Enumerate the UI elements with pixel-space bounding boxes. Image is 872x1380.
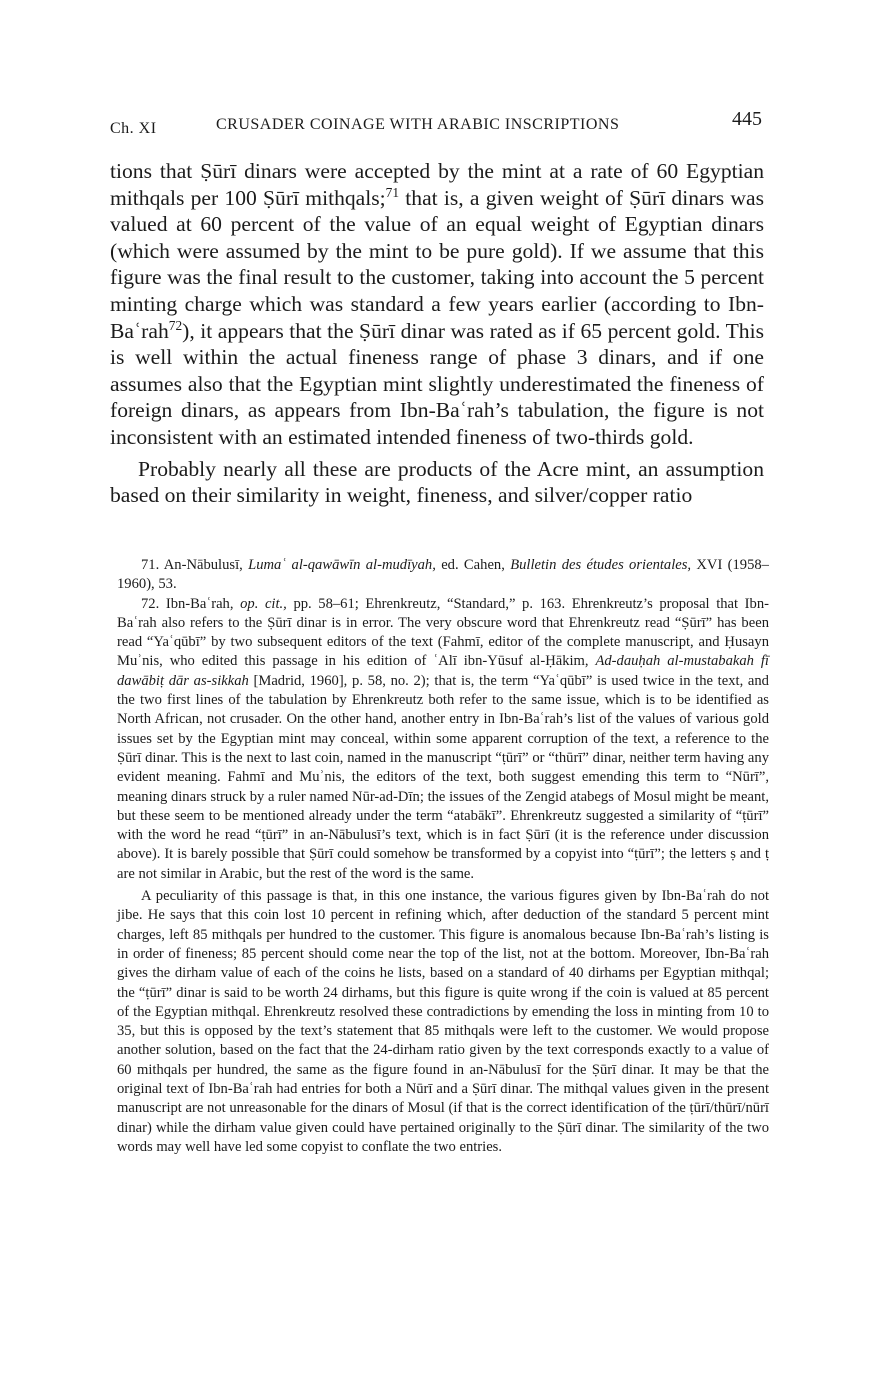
page-number: 445: [732, 108, 762, 130]
footnote-72: [117, 595, 769, 884]
footnote-71-text-c: XVI (1958–1960), 53.: [117, 557, 769, 593]
main-text: [110, 158, 764, 509]
paragraph-2: Probably nearly all these are products of the Acre mint, an assumption based on their similarity in weight, fineness, and silver/copper ratio: [110, 456, 764, 508]
footnote-71-text-b: ed. Cahen,: [435, 557, 511, 573]
footnote-71-journal: Bulletin des études orientales,: [510, 557, 692, 573]
footnote-71-title: Lumaʿ al-qawāwīn al-mudīyah,: [248, 557, 436, 573]
footnotes: [117, 556, 769, 1157]
footnote-72-text-a: 72. Ibn-Baʿrah,: [141, 595, 241, 612]
footnote-72-title: Ad-dauḥah al-mustabakah fī dawābiṭ dār as-sikkah: [117, 653, 769, 689]
paragraph-1-text-b: that is, a given weight of Ṣūrī dinars was valued at 60 percent of the value of an equal weight of Egyptian dinars (which were assumed by the mint to be pure gold). If we assume that this figure was the final result to the customer, taking into account the 5 percent minting charge which was standard a few years earlier (according to Ibn-Baʿrah: [110, 185, 764, 343]
footnote-71-text-a: 71. An-Nābulusī,: [141, 557, 249, 573]
footnote-71: [117, 556, 769, 595]
footnote-72-text-b: pp. 58–61; Ehrenkreutz, “Standard,” p. 163. Ehrenkreutz’s proposal that Ibn-Baʿrah also refers to the Ṣūrī dinar is in error. The very obscure word that Ehrenkreutz read “Ṣūrī” has been read “Yaʿqūbī” by two subsequent editors of the text (Fahmī, editor of the complete manuscript, and Ḥusayn Muʾnis, who edited this passage in his edition of ʿAlī ibn-Yūsuf al-Ḥākim,: [117, 595, 769, 670]
footnote-ref-72: 72: [168, 317, 183, 333]
footnote-72-continuation: A peculiarity of this passage is that, in this one instance, the various figures given by Ibn-Baʿrah do not jibe. He says that this coin lost 10 percent in refining which, after deduction of the standard 5 percent mint charges, left 85 mithqals per hundred to the customer. This figure is anomalous because Ibn-Baʿrah’s listing is in order of fineness; 85 percent should come near the top of the list, not at the bottom. Moreover, Ibn-Baʿrah gives the dirham value of each of the coins he lists, based on a standard of 40 dirhams per Egyptian mithqal; the “ṭūrī” dinar is said to be worth 24 dirhams, but this figure is quite wrong if the coin is valued at 85 percent of the Egyptian mithqal. Ehrenkreutz resolved these contradictions by emending the loss in minting from 10 to 35, but this is opposed by the text’s statement that 85 mithqals were left to the customer. We would propose another solution, based on the fact that the 24-dirham ratio given by the text corresponds exactly to a value of 60 mithqals per hundred, the same as the figure found in an-Nābulusī for the Ṣūrī dinar. It may be that the original text of Ibn-Baʿrah had entries for both a Nūrī and a Ṣūrī dinar. The mithqal values given in the present manuscript are not unreasonable for the dinars of Mosul (if that is the correct identification of the ṭūrī/thūrī/nūrī dinar) while the dirham value given could have pertained originally to the Ṣūrī dinar. The similarity of the two words may well have led some copyist to conflate the two entries.: [117, 888, 769, 1155]
paragraph-1: [110, 158, 764, 451]
chapter-label: Ch. XI: [110, 120, 157, 137]
footnote-72-opcit: op. cit.,: [240, 595, 287, 612]
paragraph-1-text-c: ), it appears that the Ṣūrī dinar was rated as if 65 percent gold. This is well within the actual fineness range of phase 3 dinars, and if one assumes also that the Egyptian mint slightly underestimated the fineness of foreign dinars, as appears from Ibn-Baʿrah’s tabulation, the figure is not inconsistent with an estimated intended fineness of two-thirds gold.: [110, 318, 764, 449]
footnote-72-text-c: [Madrid, 1960], p. 58, no. 2); that is, the term “Yaʿqūbī” is used twice in the text, and the two first lines of the tabulation by Ehrenkreutz both refer to the same issue, which is to be identified as North African, not crusader. On the other hand, another entry in Ibn-Baʿrah’s list of the values of various gold issues set by the Egyptian mint may conceal, within some apparent corruption of the text, a reference to the Ṣūrī dinar. This is the next to last coin, named in the manuscript “ṭūrī” or “thūrī” dinar, neither term having any evident meaning. Fahmī and Muʾnis, the editors of the text, both suggest emending this term to “Nūrī”, meaning dinars struck by a ruler named Nūr-ad-Dīn; the issues of the Zengid atabegs of Mosul might be meant, but these seem to be mentioned already under the term “atabākī”. Ehrenkreutz suggested a similarity of “ṭūrī” with the word he read “ṭūrī” in an-Nābulusī’s text, which is in fact Ṣūrī (it is the reference under discussion above). It is barely possible that Ṣūrī could somehow be transformed by a copyist into “ṭūrī”; the letters ṣ and ṭ are not similar in Arabic, but the rest of the word is the same.: [117, 672, 769, 882]
running-title: CRUSADER COINAGE WITH ARABIC INSCRIPTIONS: [216, 116, 620, 133]
paragraph-1-text-a: tions that Ṣūrī dinars were accepted by the mint at a rate of 60 Egyptian mithqals per 100 Ṣūrī mithqals;: [110, 159, 764, 210]
footnote-ref-71: 71: [385, 184, 400, 200]
